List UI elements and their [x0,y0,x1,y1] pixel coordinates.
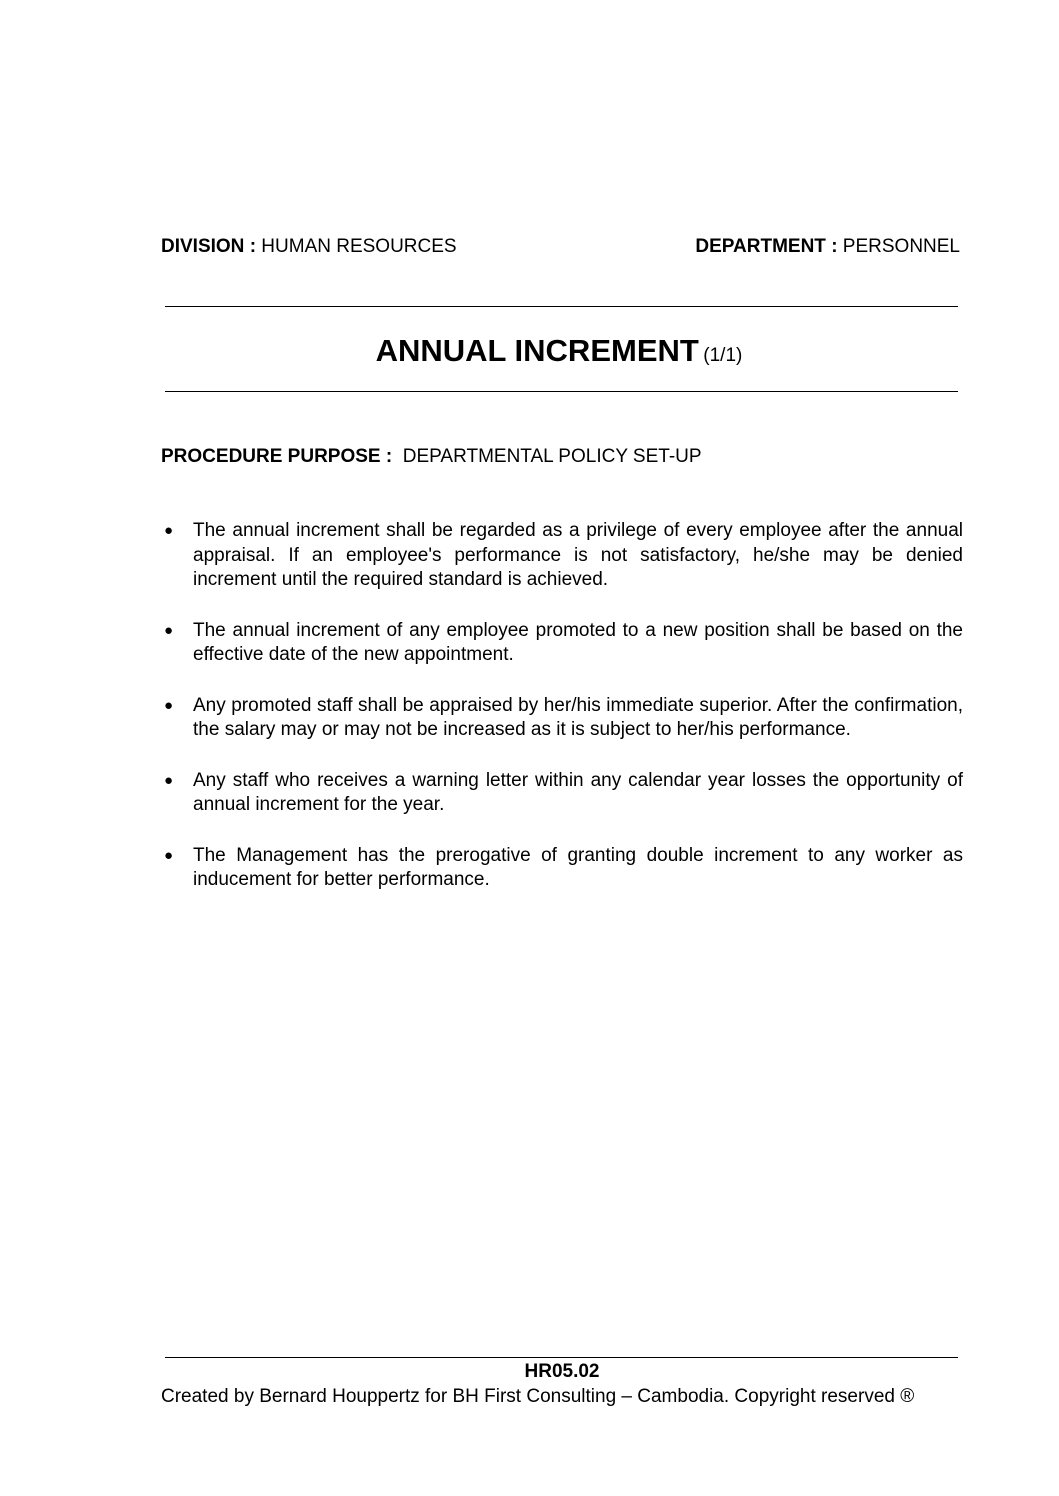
list-item-text: The annual increment shall be regarded as a privilege of every employee after the annual appraisal. If an employee's performance is not satisfactory, he/she may be denied increment until the required standard is achieved. [193,520,963,590]
list-item [161,769,963,818]
bullet-icon: ● [164,771,174,789]
bullet-icon: ● [164,696,174,714]
bullet-icon: ● [164,621,174,639]
list-item [161,844,963,893]
list-item-text: The Management has the prerogative of granting double increment to any worker as inducement for better performance. [193,844,963,890]
document-code: HR05.02 [524,1361,600,1382]
title-main: ANNUAL INCREMENT [375,333,699,368]
list-item-text: Any promoted staff shall be appraised by her/his immediate superior. After the confirmation, the salary may or may not be increased as it is subject to her/his performance. [193,694,963,740]
purpose-label: PROCEDURE PURPOSE : [161,446,393,467]
department-value: PERSONNEL [842,236,960,257]
purpose-value: DEPARTMENTAL POLICY SET-UP [402,446,702,467]
title-divider [165,391,958,392]
division-value: HUMAN RESOURCES [261,236,457,257]
policy-list [161,519,963,919]
footer-divider [165,1357,958,1358]
copyright-notice: Created by Bernard Houppertz for BH First Consulting – Cambodia. Copyright reserved ® [161,1386,915,1407]
department-separator: : [831,236,838,257]
list-item [161,519,963,593]
list-item-text: Any staff who receives a warning letter within any calendar year losses the opportunity of annual increment for the year. [193,769,963,815]
page-title [0,333,1059,369]
bullet-icon: ● [164,846,174,864]
division-separator: : [249,236,257,257]
bullet-icon: ● [164,522,174,539]
list-item-text: The annual increment of any employee promoted to a new position shall be based on the effective date of the new appointment. [193,619,963,665]
division-label: DIVISION [161,236,245,257]
procedure-purpose [161,446,702,468]
title-page-count: (1/1) [703,345,743,366]
list-item [161,694,963,743]
list-item [161,619,963,668]
department-label: DEPARTMENT [695,236,826,257]
top-divider [165,306,958,307]
division-header [161,236,457,258]
department-header [695,236,960,258]
